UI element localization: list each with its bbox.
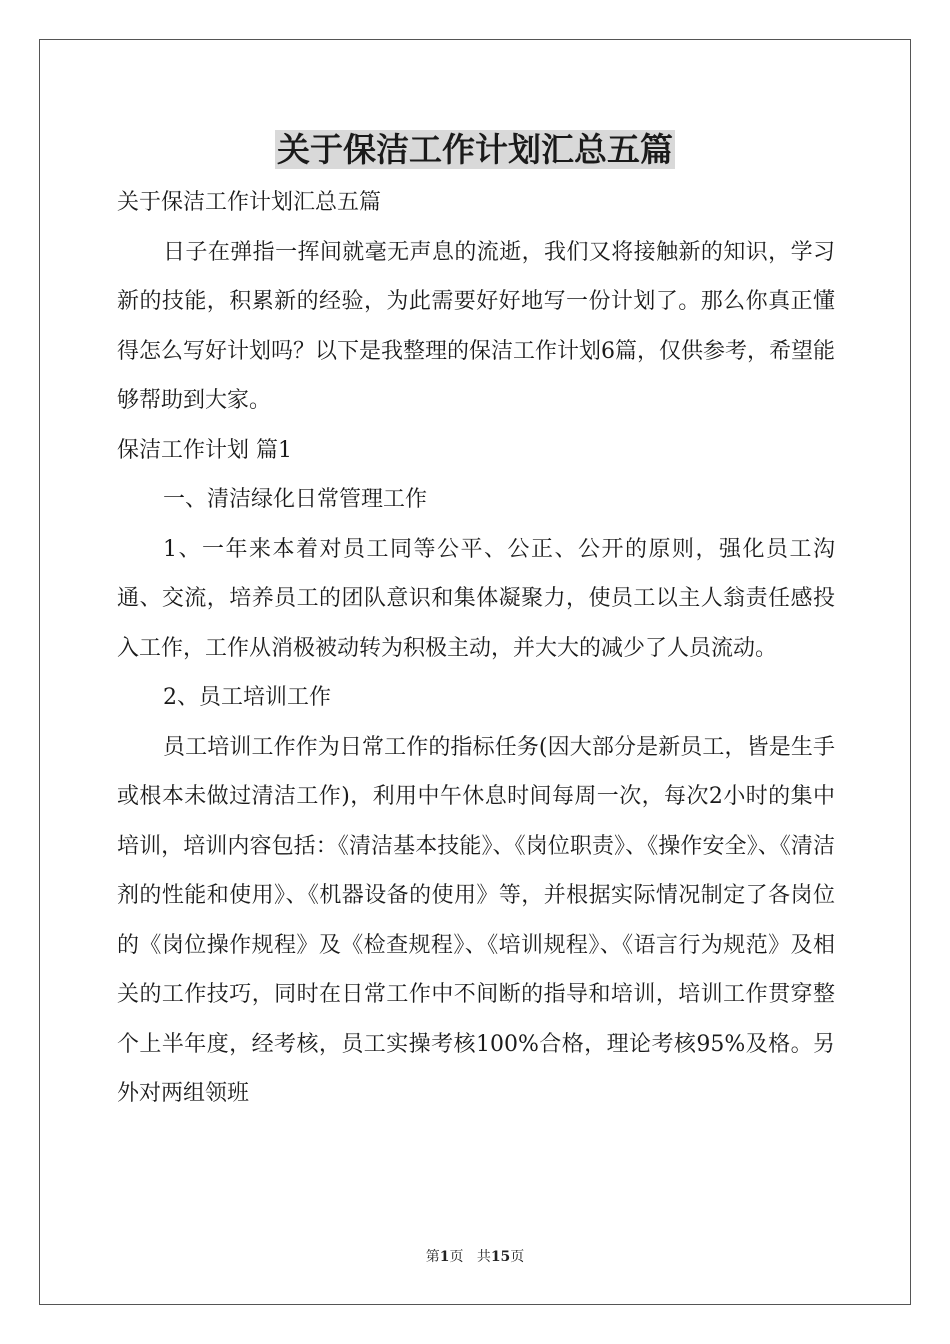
document-title xyxy=(0,128,950,172)
footer-total-prefix: 共 xyxy=(476,1249,491,1265)
paragraph: 1、一年来本着对员工同等公平、公正、公开的原则，强化员工沟通、交流，培养员工的团队意识和集体凝聚力，使员工以主人翁责任感投入工作，工作从消极被动转为积极主动，并大大的减少了人员流动。 xyxy=(117,536,835,661)
section-heading: 保洁工作计划 篇1 xyxy=(117,437,292,463)
current-page-number: 1 xyxy=(439,1249,450,1265)
subsection-heading: 一、清洁绿化日常管理工作 xyxy=(163,487,428,512)
footer-prefix: 第 xyxy=(425,1249,440,1265)
document-title-text: 关于保洁工作计划汇总五篇 xyxy=(277,130,673,169)
page-footer xyxy=(0,1246,950,1266)
paragraph: 关于保洁工作计划汇总五篇 xyxy=(117,190,382,215)
total-page-count: 15 xyxy=(490,1249,511,1265)
footer-total-unit: 页 xyxy=(510,1249,525,1265)
paragraph: 日子在弹指一挥间就毫无声息的流逝，我们又将接触新的知识，学习新的技能，积累新的经验，为此需要好好地写一份计划了。那么你真正懂得怎么写好计划吗？以下是我整理的保洁工作计划6篇，仅供参考，希望能够帮助到大家。 xyxy=(117,239,835,413)
document-body xyxy=(117,178,835,1119)
subsection-heading: 2、员工培训工作 xyxy=(163,685,331,710)
footer-page-unit: 页 xyxy=(449,1249,464,1265)
paragraph: 员工培训工作作为日常工作的指标任务(因大部分是新员工，皆是生手或根本未做过清洁工作)，利用中午休息时间每周一次，每次2小时的集中培训，培训内容包括：《清洁基本技能》、《岗位职责》、《操作安全》、《清洁剂的性能和使用》、《机器设备的使用》等，并根据实际情况制定了各岗位的《岗位操作规程》及《检查规程》、《培训规程》、《语言行为规范》及相关的工作技巧，同时在日常工作中不间断的指导和培训，培训工作贯穿整个上半年度，经考核，员工实操考核100%合格，理论考核95%及格。另外对两组领班 xyxy=(117,734,835,1106)
